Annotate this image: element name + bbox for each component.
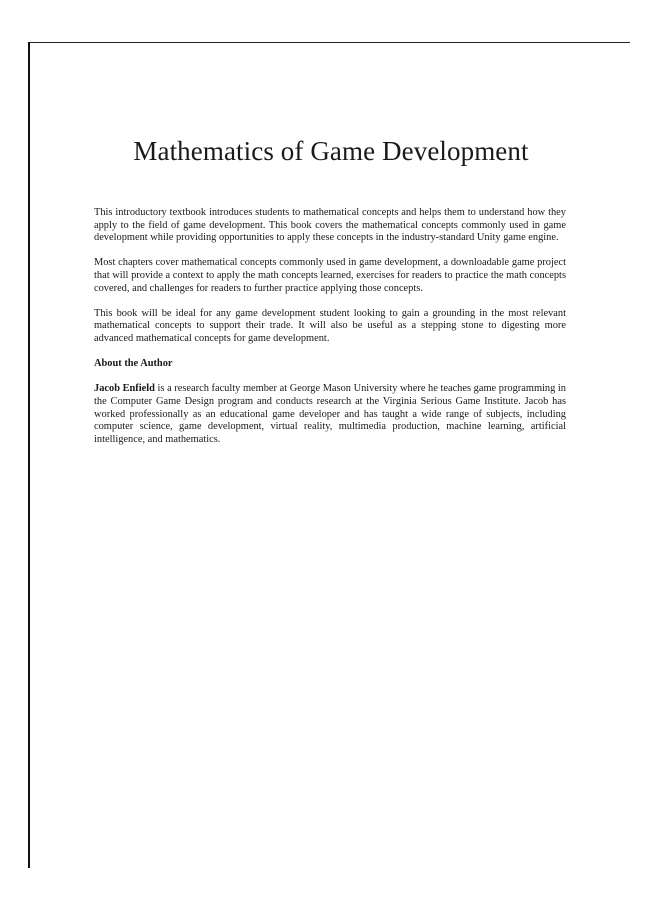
book-title: Mathematics of Game Development — [133, 136, 529, 166]
author-bio — [94, 383, 566, 446]
description-paragraph-2: Most chapters cover mathematical concepts commonly used in game development, a downloadable game project that will provide a context to apply the math concepts learned, exercises for readers to practice the math concepts covered, and challenges for readers to further practice applying those concepts. — [94, 257, 566, 294]
author-name: Jacob Enfield — [94, 383, 155, 395]
about-author-heading: About the Author — [94, 358, 173, 370]
top-rule — [28, 42, 630, 43]
book-description — [94, 207, 566, 459]
author-bio-text: is a research faculty member at George Mason University where he teaches game programming in the Computer Game Design program and conducts research at the Virginia Serious Game Institute. Jacob has worked professionally as an educational game developer and has taught a wide range of subjects, including computer science, game development, virtual reality, multimedia production, machine learning, artificial intelligence, and mathematics. — [94, 383, 566, 445]
description-paragraph-3: This book will be ideal for any game development student looking to gain a grounding in the most relevant mathematical concepts to support their trade. It will also be useful as a stepping stone to digesting more advanced mathematical concepts for game development. — [94, 307, 566, 344]
description-paragraph-1: This introductory textbook introduces students to mathematical concepts and helps them to understand how they apply to the field of game development. This book covers the mathematical concepts commonly used in game development while providing opportunities to apply these concepts in the industry-standard Unity game engine. — [94, 207, 566, 244]
